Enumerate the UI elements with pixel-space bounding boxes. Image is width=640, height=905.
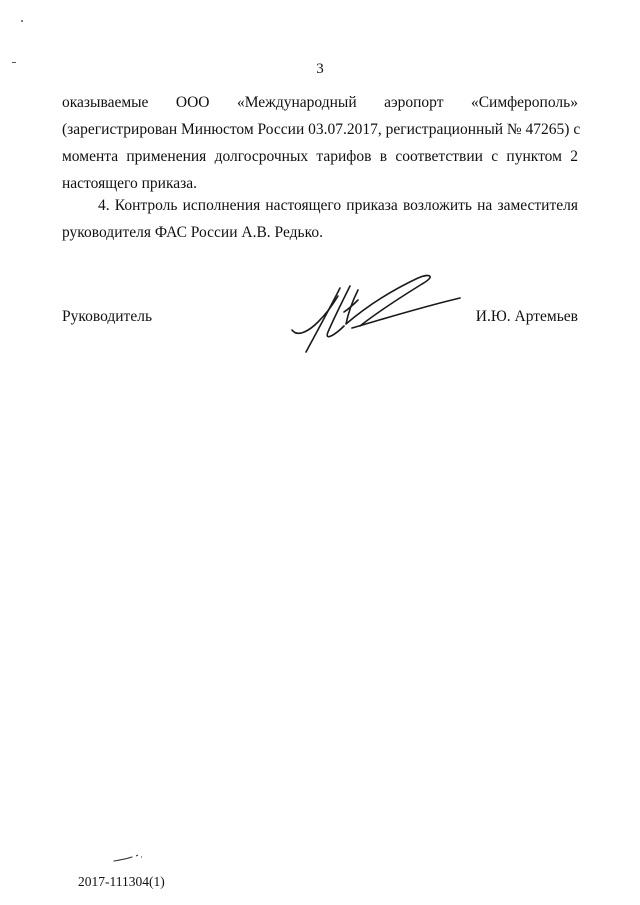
paragraph-line: (зарегистрирован Минюстом России 03.07.2017, регистрационный № 47265) с [62, 121, 581, 138]
word: настоящего [265, 197, 342, 214]
word: ООО [175, 94, 210, 111]
paragraph-line: настоящего приказа. [62, 175, 198, 192]
word: момента [62, 148, 119, 165]
word: возложить [402, 197, 472, 214]
signatory-name: И.Ю. Артемьев [475, 308, 578, 325]
word: заместителя [497, 197, 578, 214]
paragraph-control [62, 192, 578, 246]
paragraph-line [62, 89, 578, 116]
word: тарифов [316, 148, 372, 165]
word: 4. [98, 197, 110, 214]
word: долгосрочных [214, 148, 309, 165]
page-number: 3 [316, 61, 324, 77]
word: 2 [570, 148, 578, 165]
paragraph-line: руководителя ФАС России А.В. Редько. [62, 224, 323, 241]
paragraph-tariffs [62, 89, 581, 197]
word: приказа [346, 197, 398, 214]
word: аэропорт [384, 94, 444, 111]
word: пунктом [506, 148, 562, 165]
word: «Международный [236, 94, 357, 111]
scan-speck [21, 20, 23, 22]
word: Контроль [114, 197, 178, 214]
small-ink-mark [112, 852, 146, 864]
word: применения [126, 148, 207, 165]
paragraph-line [62, 192, 578, 219]
word: оказываемые [62, 94, 149, 111]
handwritten-signature [288, 268, 468, 360]
document-code: 2017-111304(1) [78, 874, 165, 889]
word: в [379, 148, 388, 165]
word: с [491, 148, 499, 165]
word: «Симферополь» [470, 94, 578, 111]
word: на [477, 197, 493, 214]
signatory-role: Руководитель [62, 308, 153, 325]
word: соответствии [395, 148, 483, 165]
scan-speck [12, 62, 16, 63]
paragraph-line [62, 143, 578, 170]
word: исполнения [182, 197, 261, 214]
